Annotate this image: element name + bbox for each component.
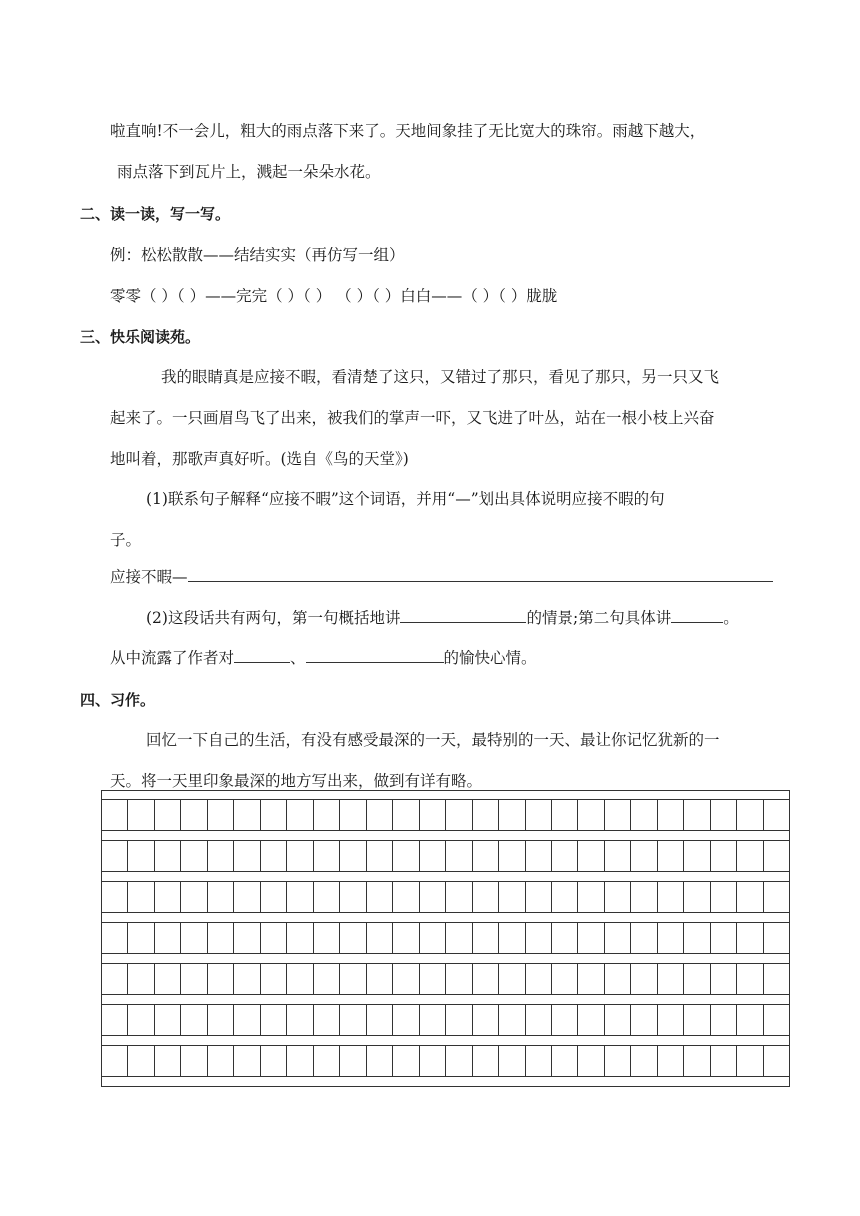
- grid-cell[interactable]: [472, 963, 498, 995]
- grid-cell[interactable]: [154, 840, 180, 872]
- grid-cell[interactable]: [260, 881, 286, 913]
- grid-cell[interactable]: [313, 840, 339, 872]
- section-2-example: 例：松松散散——结结实实（再仿写一组）: [110, 246, 405, 264]
- grid-cell[interactable]: [683, 963, 709, 995]
- grid-cell[interactable]: [286, 1004, 312, 1036]
- grid-cell[interactable]: [366, 922, 392, 954]
- grid-cell[interactable]: [180, 1045, 206, 1077]
- question-1-answer-label: 应接不暇—: [110, 568, 188, 586]
- grid-cell[interactable]: [657, 840, 683, 872]
- grid-cell[interactable]: [710, 1004, 736, 1036]
- grid-cell[interactable]: [207, 963, 233, 995]
- section-2-heading: 二、读一读，写一写。: [80, 205, 231, 223]
- grid-row: [101, 1004, 790, 1036]
- grid-cell[interactable]: [366, 963, 392, 995]
- answer-blank-2[interactable]: [400, 608, 526, 623]
- grid-row: [101, 840, 790, 872]
- grid-cell[interactable]: [260, 922, 286, 954]
- grid-cell[interactable]: [710, 881, 736, 913]
- answer-blank-5[interactable]: [306, 648, 444, 663]
- grid-cell[interactable]: [736, 799, 762, 831]
- grid-cell[interactable]: [101, 1045, 127, 1077]
- grid-cell[interactable]: [445, 963, 471, 995]
- grid-cell[interactable]: [339, 963, 365, 995]
- grid-cell[interactable]: [763, 840, 790, 872]
- grid-cell[interactable]: [683, 922, 709, 954]
- grid-cell[interactable]: [233, 963, 259, 995]
- grid-cell[interactable]: [233, 1045, 259, 1077]
- grid-cell[interactable]: [763, 799, 790, 831]
- grid-cell[interactable]: [763, 963, 790, 995]
- reading-passage-line-2: 起来了。一只画眉鸟飞了出来，被我们的掌声一吓，又飞进了叶丛，站在一根小枝上兴奋: [110, 409, 715, 427]
- grid-cell[interactable]: [577, 963, 603, 995]
- writing-prompt-line-2: 天。将一天里印象最深的地方写出来，做到有详有略。: [110, 772, 483, 790]
- grid-cell[interactable]: [630, 963, 656, 995]
- passage-line-2: 雨点落下到瓦片上，溅起一朵朵水花。: [117, 163, 381, 181]
- question-2-text-f: 的愉快心情。: [443, 649, 537, 667]
- grid-cell[interactable]: [154, 799, 180, 831]
- grid-cell[interactable]: [498, 1045, 524, 1077]
- grid-cell[interactable]: [683, 881, 709, 913]
- grid-cell[interactable]: [604, 963, 630, 995]
- grid-cell[interactable]: [286, 840, 312, 872]
- grid-cell[interactable]: [710, 840, 736, 872]
- question-2-text-d: 从中流露了作者对: [110, 649, 235, 667]
- grid-cell[interactable]: [154, 963, 180, 995]
- grid-cell[interactable]: [551, 881, 577, 913]
- grid-cell[interactable]: [339, 840, 365, 872]
- grid-cell[interactable]: [551, 840, 577, 872]
- grid-cell[interactable]: [419, 799, 445, 831]
- question-2-text-c: 。: [723, 609, 739, 627]
- grid-cell[interactable]: [127, 922, 153, 954]
- grid-cell[interactable]: [154, 922, 180, 954]
- grid-cell[interactable]: [313, 799, 339, 831]
- grid-cell[interactable]: [577, 1004, 603, 1036]
- question-1-answer: [110, 567, 773, 587]
- grid-cell[interactable]: [419, 1004, 445, 1036]
- grid-cell[interactable]: [472, 1004, 498, 1036]
- grid-cell[interactable]: [127, 881, 153, 913]
- grid-cell[interactable]: [233, 881, 259, 913]
- grid-cell[interactable]: [180, 881, 206, 913]
- grid-cell[interactable]: [392, 881, 418, 913]
- grid-cell[interactable]: [127, 840, 153, 872]
- answer-blank-1[interactable]: [188, 567, 773, 582]
- grid-cell[interactable]: [419, 922, 445, 954]
- grid-cell[interactable]: [127, 1004, 153, 1036]
- grid-cell[interactable]: [180, 1004, 206, 1036]
- grid-cell[interactable]: [498, 1004, 524, 1036]
- reading-passage-line-3: 地叫着，那歌声真好听。(选自《鸟的天堂》): [110, 450, 409, 468]
- grid-cell[interactable]: [286, 1045, 312, 1077]
- grid-cell[interactable]: [604, 1004, 630, 1036]
- grid-cell[interactable]: [419, 1045, 445, 1077]
- grid-cell[interactable]: [260, 1004, 286, 1036]
- grid-row: [101, 881, 790, 913]
- grid-cell[interactable]: [683, 1045, 709, 1077]
- question-1-line-2: 子。: [110, 531, 142, 549]
- grid-cell[interactable]: [498, 840, 524, 872]
- grid-cell[interactable]: [392, 1045, 418, 1077]
- grid-cell[interactable]: [630, 799, 656, 831]
- grid-cell[interactable]: [180, 963, 206, 995]
- grid-cell[interactable]: [101, 799, 127, 831]
- question-2-text-a: (2)这段话共有两句，第一句概括地讲: [146, 609, 401, 627]
- grid-cell[interactable]: [339, 1045, 365, 1077]
- grid-cell[interactable]: [657, 881, 683, 913]
- grid-cell[interactable]: [154, 881, 180, 913]
- grid-cell[interactable]: [154, 1045, 180, 1077]
- grid-cell[interactable]: [498, 922, 524, 954]
- grid-cell[interactable]: [604, 1045, 630, 1077]
- grid-cell[interactable]: [366, 1004, 392, 1036]
- grid-cell[interactable]: [339, 922, 365, 954]
- writing-prompt-line-1: 回忆一下自己的生活，有没有感受最深的一天，最特别的一天、最让你记忆犹新的一: [146, 731, 720, 749]
- grid-cell[interactable]: [207, 840, 233, 872]
- grid-cell[interactable]: [445, 840, 471, 872]
- grid-cell[interactable]: [736, 922, 762, 954]
- reading-passage-line-1: 我的眼睛真是应接不暇，看清楚了这只，又错过了那只，看见了那只，另一只又飞: [161, 368, 720, 386]
- grid-cell[interactable]: [207, 1004, 233, 1036]
- grid-row: [101, 963, 790, 995]
- grid-cell[interactable]: [392, 922, 418, 954]
- grid-cell[interactable]: [286, 963, 312, 995]
- grid-cell[interactable]: [577, 881, 603, 913]
- grid-cell[interactable]: [445, 1045, 471, 1077]
- grid-cell[interactable]: [286, 881, 312, 913]
- grid-cell[interactable]: [657, 799, 683, 831]
- grid-cell[interactable]: [207, 799, 233, 831]
- grid-cell[interactable]: [260, 799, 286, 831]
- grid-cell[interactable]: [472, 1045, 498, 1077]
- grid-cell[interactable]: [577, 1045, 603, 1077]
- grid-cell[interactable]: [180, 799, 206, 831]
- grid-cell[interactable]: [445, 1004, 471, 1036]
- grid-cell[interactable]: [472, 840, 498, 872]
- grid-cell[interactable]: [180, 840, 206, 872]
- grid-cell[interactable]: [180, 922, 206, 954]
- grid-cell[interactable]: [736, 881, 762, 913]
- grid-cell[interactable]: [736, 840, 762, 872]
- grid-cell[interactable]: [710, 963, 736, 995]
- grid-cell[interactable]: [233, 1004, 259, 1036]
- section-2-exercise: 零零（ ）（ ）——完完（ ）（ ） （ ）（ ）白白——（ ）（ ）胧胧: [110, 287, 558, 305]
- grid-cell[interactable]: [604, 881, 630, 913]
- grid-cell[interactable]: [710, 799, 736, 831]
- grid-cell[interactable]: [683, 1004, 709, 1036]
- grid-cell[interactable]: [366, 799, 392, 831]
- grid-cell[interactable]: [101, 963, 127, 995]
- grid-cell[interactable]: [657, 1045, 683, 1077]
- grid-cell[interactable]: [101, 1004, 127, 1036]
- grid-cell[interactable]: [551, 1045, 577, 1077]
- grid-cell[interactable]: [233, 799, 259, 831]
- grid-cell[interactable]: [551, 963, 577, 995]
- grid-cell[interactable]: [286, 922, 312, 954]
- grid-cell[interactable]: [577, 922, 603, 954]
- section-4-heading: 四、习作。: [80, 691, 156, 709]
- grid-cell[interactable]: [736, 1004, 762, 1036]
- grid-cell[interactable]: [763, 1045, 790, 1077]
- grid-cell[interactable]: [577, 840, 603, 872]
- grid-cell[interactable]: [366, 1045, 392, 1077]
- grid-cell[interactable]: [551, 922, 577, 954]
- answer-blank-4[interactable]: [234, 648, 290, 663]
- grid-row: [101, 922, 790, 954]
- grid-cell[interactable]: [260, 963, 286, 995]
- grid-cell[interactable]: [551, 799, 577, 831]
- grid-cell[interactable]: [127, 963, 153, 995]
- grid-cell[interactable]: [313, 881, 339, 913]
- grid-cell[interactable]: [207, 922, 233, 954]
- grid-cell[interactable]: [339, 881, 365, 913]
- grid-cell[interactable]: [630, 1004, 656, 1036]
- grid-cell[interactable]: [763, 922, 790, 954]
- grid-cell[interactable]: [498, 881, 524, 913]
- grid-cell[interactable]: [260, 840, 286, 872]
- answer-blank-3[interactable]: [671, 608, 723, 623]
- grid-cell[interactable]: [498, 799, 524, 831]
- grid-cell[interactable]: [313, 1045, 339, 1077]
- question-2-line-2: [110, 648, 537, 668]
- grid-cell[interactable]: [313, 922, 339, 954]
- question-2-text-b: 的情景;第二句具体讲: [526, 609, 672, 627]
- grid-cell[interactable]: [445, 799, 471, 831]
- grid-row: [101, 799, 790, 831]
- grid-cell[interactable]: [101, 840, 127, 872]
- grid-cell[interactable]: [472, 799, 498, 831]
- grid-row: [101, 1045, 790, 1077]
- grid-cell[interactable]: [366, 881, 392, 913]
- grid-cell[interactable]: [445, 881, 471, 913]
- grid-cell[interactable]: [525, 881, 551, 913]
- grid-cell[interactable]: [419, 881, 445, 913]
- composition-grid[interactable]: [101, 790, 790, 1087]
- grid-cell[interactable]: [525, 922, 551, 954]
- grid-cell[interactable]: [525, 840, 551, 872]
- grid-cell[interactable]: [683, 799, 709, 831]
- passage-line-1: 啦直响!不一会儿，粗大的雨点落下来了。天地间象挂了无比宽大的珠帘。雨越下越大，: [110, 122, 706, 140]
- grid-cell[interactable]: [472, 922, 498, 954]
- question-1-line-1: (1)联系句子解释“应接不暇”这个词语，并用“—”划出具体说明应接不暇的句: [146, 490, 665, 508]
- grid-cell[interactable]: [577, 799, 603, 831]
- question-2-text-e: 、: [290, 649, 306, 667]
- grid-cell[interactable]: [472, 881, 498, 913]
- grid-cell[interactable]: [154, 1004, 180, 1036]
- grid-cell[interactable]: [101, 881, 127, 913]
- grid-cell[interactable]: [604, 840, 630, 872]
- grid-cell[interactable]: [392, 799, 418, 831]
- grid-cell[interactable]: [630, 1045, 656, 1077]
- grid-cell[interactable]: [710, 922, 736, 954]
- grid-cell[interactable]: [339, 1004, 365, 1036]
- grid-cell[interactable]: [233, 922, 259, 954]
- grid-cell[interactable]: [127, 799, 153, 831]
- question-2-line-1: [146, 608, 739, 628]
- grid-cell[interactable]: [286, 799, 312, 831]
- grid-cell[interactable]: [445, 922, 471, 954]
- grid-cell[interactable]: [657, 963, 683, 995]
- grid-cell[interactable]: [233, 840, 259, 872]
- grid-cell[interactable]: [710, 1045, 736, 1077]
- grid-cell[interactable]: [260, 1045, 286, 1077]
- grid-cell[interactable]: [419, 963, 445, 995]
- grid-cell[interactable]: [736, 1045, 762, 1077]
- grid-cell[interactable]: [657, 1004, 683, 1036]
- grid-cell[interactable]: [101, 922, 127, 954]
- grid-cell[interactable]: [525, 963, 551, 995]
- grid-cell[interactable]: [630, 840, 656, 872]
- grid-cell[interactable]: [551, 1004, 577, 1036]
- grid-cell[interactable]: [498, 963, 524, 995]
- grid-cell[interactable]: [313, 1004, 339, 1036]
- grid-cell[interactable]: [604, 922, 630, 954]
- grid-cell[interactable]: [207, 881, 233, 913]
- grid-cell[interactable]: [683, 840, 709, 872]
- grid-cell[interactable]: [657, 922, 683, 954]
- grid-cell[interactable]: [127, 1045, 153, 1077]
- grid-cell[interactable]: [630, 922, 656, 954]
- grid-cell[interactable]: [525, 799, 551, 831]
- grid-cell[interactable]: [313, 963, 339, 995]
- grid-cell[interactable]: [763, 881, 790, 913]
- grid-cell[interactable]: [339, 799, 365, 831]
- grid-cell[interactable]: [525, 1004, 551, 1036]
- grid-cell[interactable]: [207, 1045, 233, 1077]
- section-3-heading: 三、快乐阅读苑。: [80, 328, 201, 346]
- grid-cell[interactable]: [419, 840, 445, 872]
- grid-cell[interactable]: [630, 881, 656, 913]
- grid-cell[interactable]: [392, 963, 418, 995]
- grid-cell[interactable]: [604, 799, 630, 831]
- grid-cell[interactable]: [392, 840, 418, 872]
- grid-cell[interactable]: [736, 963, 762, 995]
- grid-cell[interactable]: [525, 1045, 551, 1077]
- grid-cell[interactable]: [366, 840, 392, 872]
- grid-cell[interactable]: [763, 1004, 790, 1036]
- grid-cell[interactable]: [392, 1004, 418, 1036]
